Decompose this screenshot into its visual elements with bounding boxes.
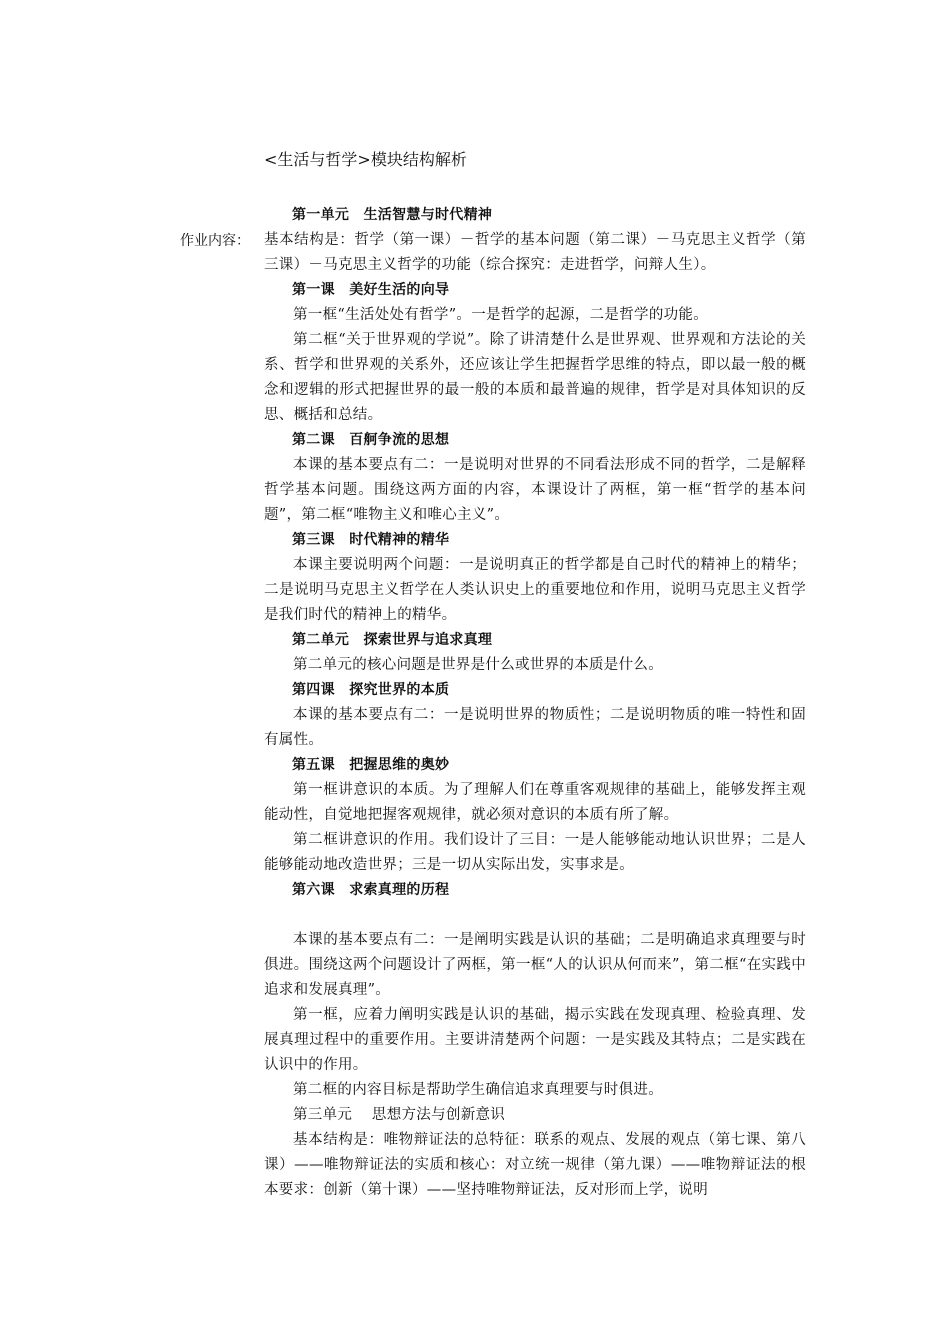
unit-heading-1: 第一单元 生活智慧与时代精神 (292, 207, 493, 223)
paragraph: 第二框讲意识的作用。我们设计了三目：一是人能够能动地认识世界；二是人能够能动地改造世界；三是一切从实际出发，实事求是。 (264, 832, 806, 873)
lesson-heading-6: 第六课 求索真理的历程 (292, 882, 450, 898)
paragraph: 第一框讲意识的本质。为了理解人们在尊重客观规律的基础上，能够发挥主观能动性，自觉地把握客观规律，就必须对意识的本质有所了解。 (264, 782, 806, 823)
paragraph: 第二单元的核心问题是世界是什么或世界的本质是什么。 (293, 657, 663, 673)
lesson-heading-5: 第五课 把握思维的奥妙 (292, 757, 450, 773)
lesson-heading-4: 第四课 探究世界的本质 (292, 682, 450, 698)
paragraph: 基本结构是：哲学（第一课）－哲学的基本问题（第二课）－马克思主义哲学（第三课）－马克思主义哲学的功能（综合探究：走进哲学，问辩人生）。 (264, 232, 806, 273)
lesson-heading-1: 第一课 美好生活的向导 (292, 282, 450, 298)
lesson-heading-3: 第三课 时代精神的精华 (292, 532, 450, 548)
paragraph: 基本结构是：唯物辩证法的总特征：联系的观点、发展的观点（第七课、第八课）——唯物辩证法的实质和核心：对立统一规律（第九课）——唯物辩证法的根本要求：创新（第十课）——坚持唯物辩证法，反对形而上学，说明 (264, 1132, 806, 1198)
paragraph: 本课主要说明两个问题：一是说明真正的哲学都是自己时代的精神上的精华；二是说明马克思主义哲学在人类认识史上的重要地位和作用，说明马克思主义哲学是我们时代的精神上的精华。 (264, 557, 806, 623)
blank-line (264, 903, 806, 928)
unit-heading-2: 第二单元 探索世界与追求真理 (292, 632, 493, 648)
paragraph: 第二框“关于世界观的学说”。除了讲清楚什么是世界观、世界观和方法论的关系、哲学和世界观的关系外，还应该让学生把握哲学思维的特点，即以最一般的概念和逻辑的形式把握世界的最一般的本质和最普遍的规律，哲学是对具体知识的反思、概括和总结。 (264, 332, 806, 423)
paragraph: 本课的基本要点有二：一是阐明实践是认识的基础；二是明确追求真理要与时俱进。围绕这两个问题设计了两框，第一框“人的认识从何而来”，第二框“在实践中追求和发展真理”。 (264, 932, 806, 998)
paragraph: 第一框“生活处处有哲学”。一是哲学的起源，二是哲学的功能。 (293, 307, 709, 323)
page-title: <生活与哲学>模块结构解析 (264, 150, 467, 169)
document-body (264, 203, 806, 1203)
paragraph: 第一框，应着力阐明实践是认识的基础，揭示实践在发现真理、检验真理、发展真理过程中的重要作用。主要讲清楚两个问题：一是实践及其特点；二是实践在认识中的作用。 (264, 1007, 806, 1073)
paragraph: 第二框的内容目标是帮助学生确信追求真理要与时俱进。 (293, 1082, 663, 1098)
unit-heading-3: 第三单元 思想方法与创新意识 (293, 1107, 506, 1123)
margin-label: 作业内容： (180, 233, 250, 249)
paragraph: 本课的基本要点有二：一是说明世界的物质性；二是说明物质的唯一特性和固有属性。 (264, 707, 806, 748)
lesson-heading-2: 第二课 百舸争流的思想 (292, 432, 450, 448)
paragraph: 本课的基本要点有二：一是说明对世界的不同看法形成不同的哲学，二是解释哲学基本问题。围绕这两方面的内容，本课设计了两框，第一框“哲学的基本问题”，第二框“唯物主义和唯心主义”。 (264, 457, 806, 523)
